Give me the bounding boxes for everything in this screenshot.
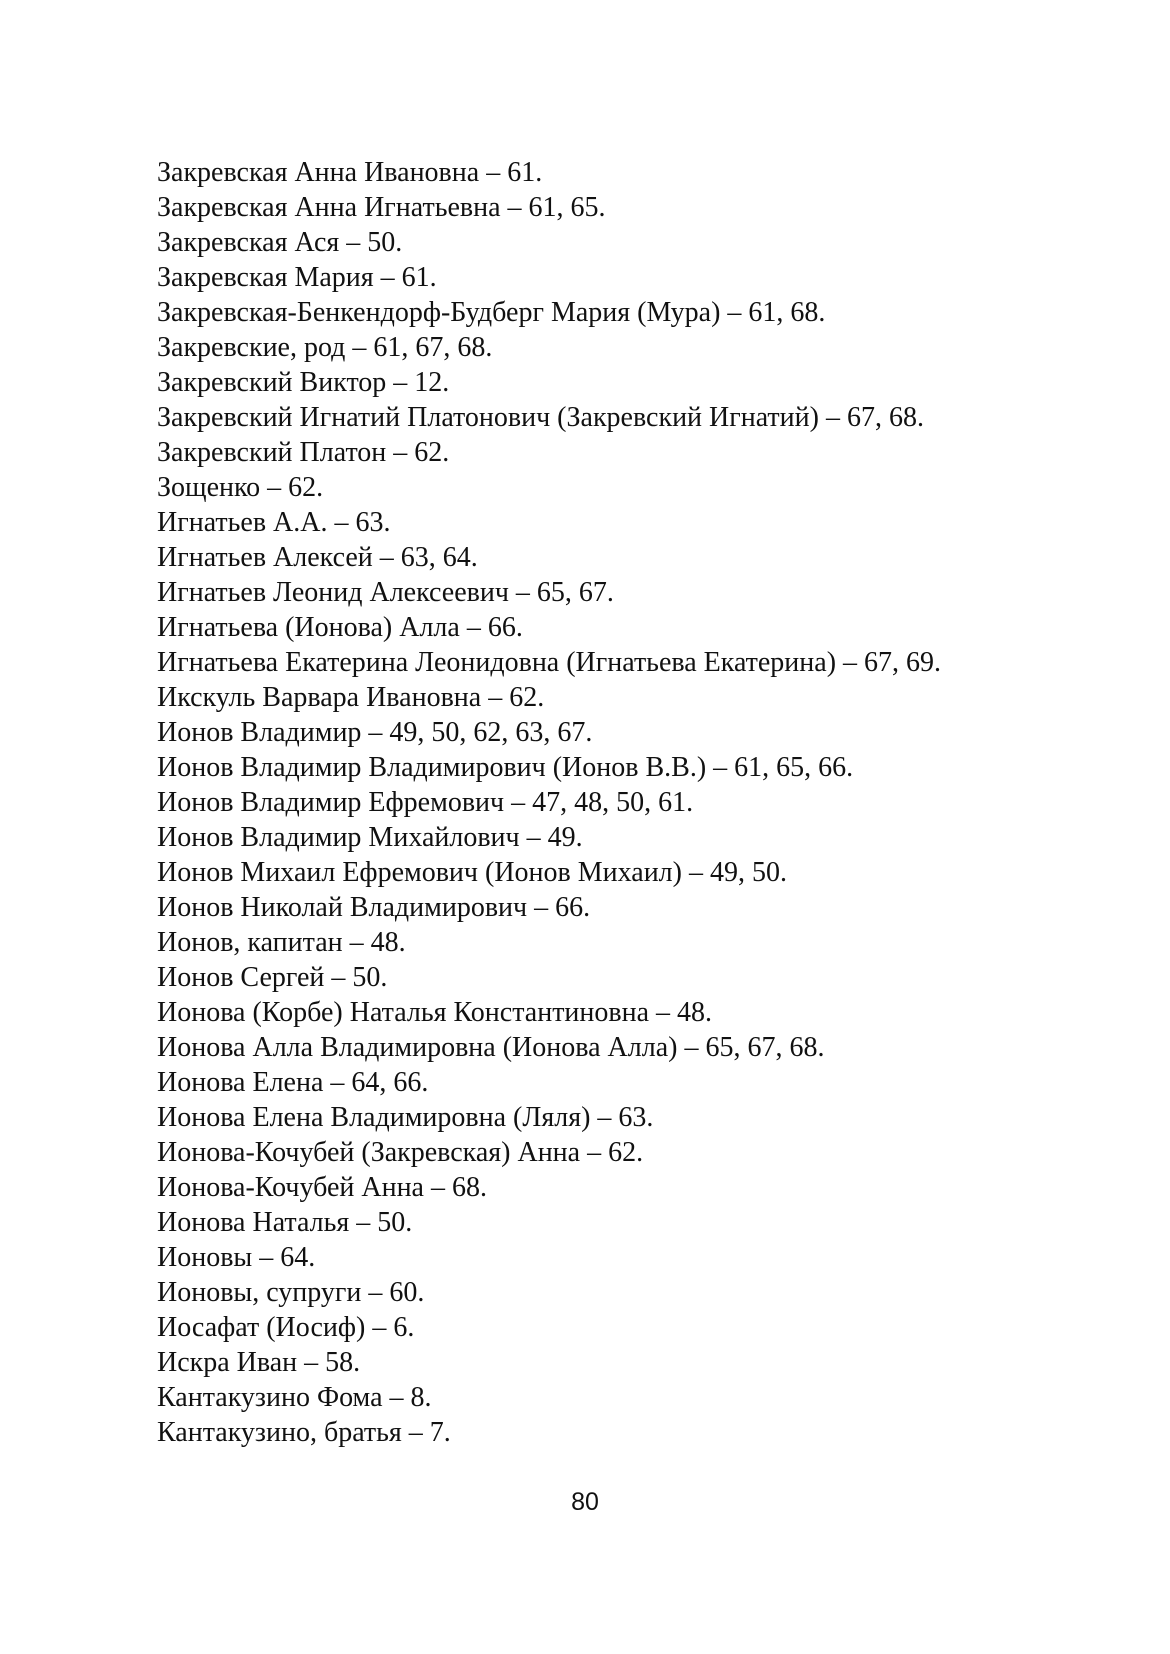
index-entry: Ионова Наталья – 50. [157, 1207, 413, 1238]
index-entry: Игнатьев Алексей – 63, 64. [157, 542, 478, 573]
index-entry: Ионов, капитан – 48. [157, 927, 406, 958]
index-entry: Иосафат (Иосиф) – 6. [157, 1312, 415, 1343]
index-entry: Ионов Николай Владимирович – 66. [157, 892, 591, 923]
index-entry: Закревский Игнатий Платонович (Закревский Игнатий) – 67, 68. [157, 402, 924, 433]
index-entry: Ионовы – 64. [157, 1242, 316, 1273]
index-entry: Ионовы, супруги – 60. [157, 1277, 425, 1308]
index-entry: Зощенко – 62. [157, 472, 324, 503]
index-entry: Закревские, род – 61, 67, 68. [157, 332, 493, 363]
index-entry: Ионова-Кочубей Анна – 68. [157, 1172, 487, 1203]
index-entry: Кантакузино, братья – 7. [157, 1417, 451, 1448]
index-entry: Ионова Елена Владимировна (Ляля) – 63. [157, 1102, 654, 1133]
index-entry: Закревская Мария – 61. [157, 262, 437, 293]
index-entry: Кантакузино Фома – 8. [157, 1382, 432, 1413]
name-index-list [157, 155, 1117, 1450]
index-entry: Закревский Виктор – 12. [157, 367, 450, 398]
index-entry: Закревская Анна Ивановна – 61. [157, 157, 543, 188]
index-entry: Игнатьева (Ионова) Алла – 66. [157, 612, 523, 643]
index-entry: Икскуль Варвара Ивановна – 62. [157, 682, 545, 713]
index-entry: Игнатьев А.А. – 63. [157, 507, 391, 538]
index-entry: Искра Иван – 58. [157, 1347, 361, 1378]
index-entry: Ионов Владимир Михайлович – 49. [157, 822, 583, 853]
index-entry: Ионов Михаил Ефремович (Ионов Михаил) – 49, 50. [157, 857, 787, 888]
index-entry: Закревская Ася – 50. [157, 227, 403, 258]
index-entry: Ионов Владимир Владимирович (Ионов В.В.) – 61, 65, 66. [157, 752, 854, 783]
index-entry: Закревская-Бенкендорф-Будберг Мария (Мура) – 61, 68. [157, 297, 826, 328]
index-entry: Ионова Алла Владимировна (Ионова Алла) – 65, 67, 68. [157, 1032, 825, 1063]
index-entry: Ионов Владимир Ефремович – 47, 48, 50, 61. [157, 787, 694, 818]
index-entry: Ионов Сергей – 50. [157, 962, 388, 993]
index-entry: Игнатьева Екатерина Леонидовна (Игнатьева Екатерина) – 67, 69. [157, 647, 942, 678]
index-entry: Игнатьев Леонид Алексеевич – 65, 67. [157, 577, 614, 608]
index-entry: Ионова-Кочубей (Закревская) Анна – 62. [157, 1137, 644, 1168]
page-number: 80 [571, 1488, 599, 1516]
index-entry: Закревский Платон – 62. [157, 437, 450, 468]
index-entry: Закревская Анна Игнатьевна – 61, 65. [157, 192, 606, 223]
index-entry: Ионова Елена – 64, 66. [157, 1067, 429, 1098]
index-entry: Ионов Владимир – 49, 50, 62, 63, 67. [157, 717, 593, 748]
index-entry: Ионова (Корбе) Наталья Константиновна – 48. [157, 997, 713, 1028]
